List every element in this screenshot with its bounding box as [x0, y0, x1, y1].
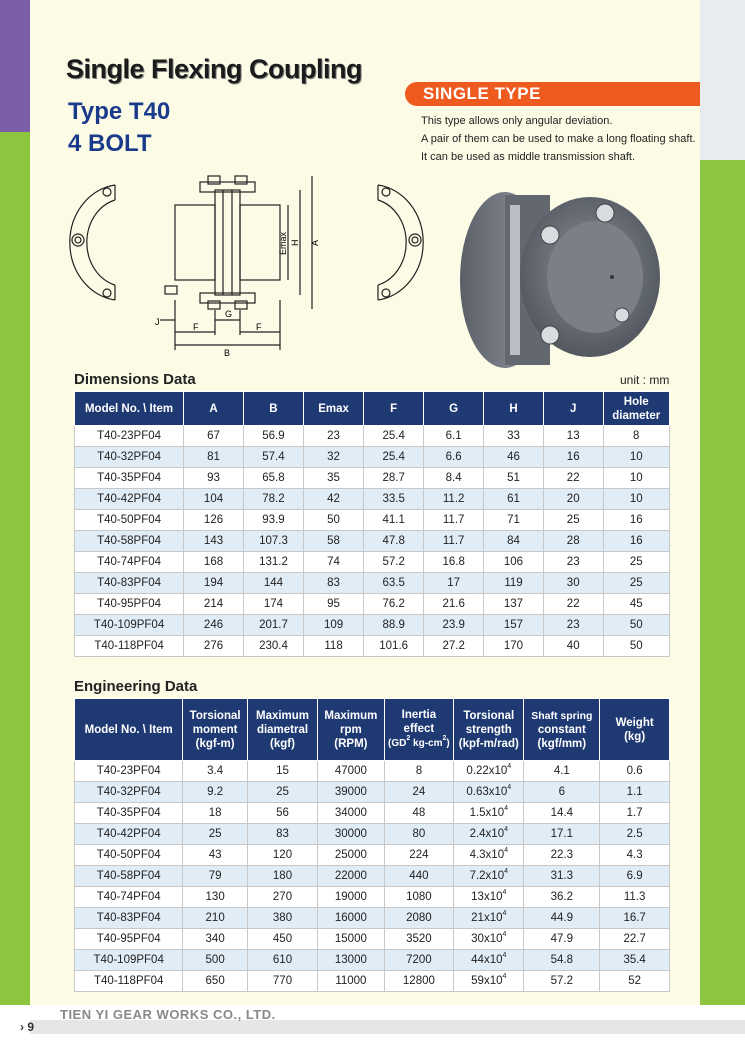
table-cell: 43	[183, 845, 247, 866]
table-cell: 1080	[384, 887, 454, 908]
table-cell: 47.8	[364, 531, 424, 552]
table-cell: 104	[184, 489, 244, 510]
table-cell: 13000	[318, 950, 384, 971]
table-cell: 137	[484, 594, 544, 615]
dim-header-model: Model No. \ Item	[75, 392, 184, 426]
table-cell: 22	[543, 594, 603, 615]
table-cell: 11.7	[424, 531, 484, 552]
table-cell: 168	[184, 552, 244, 573]
table-cell: 11.7	[424, 510, 484, 531]
table-cell: 65.8	[243, 468, 303, 489]
table-cell: 54.8	[524, 950, 600, 971]
table-cell: 11000	[318, 971, 384, 992]
table-cell: 35.4	[600, 950, 670, 971]
table-cell-torsional-strength: $21x10^4$	[454, 908, 524, 929]
description-line-1: This type allows only angular deviation.	[421, 115, 613, 127]
table-cell: 25	[603, 552, 670, 573]
table-cell: 83	[304, 573, 364, 594]
bolt-label: 4 BOLT	[68, 130, 152, 157]
description-line-2: A pair of them can be used to make a long floating shaft.	[421, 133, 696, 145]
dimensions-title: Dimensions Data	[74, 371, 196, 388]
table-cell: 28	[543, 531, 603, 552]
table-cell-torsional-strength: $13x10^4$	[454, 887, 524, 908]
coupling-photo	[450, 185, 665, 375]
table-cell: 119	[484, 573, 544, 594]
table-cell: 78.2	[243, 489, 303, 510]
table-cell: 16	[603, 531, 670, 552]
table-cell: 101.6	[364, 636, 424, 657]
table-cell: T40-109PF04	[75, 615, 184, 636]
dim-header-f: F	[364, 392, 424, 426]
table-cell-torsional-strength: $4.3x10^4$	[454, 845, 524, 866]
page-number: › 9	[20, 1020, 35, 1034]
table-cell: 126	[184, 510, 244, 531]
table-cell: 157	[484, 615, 544, 636]
table-cell: 610	[247, 950, 317, 971]
table-row	[75, 803, 670, 824]
table-cell: 71	[484, 510, 544, 531]
table-cell: 380	[247, 908, 317, 929]
table-cell-torsional-strength: $2.4x10^4$	[454, 824, 524, 845]
table-row	[75, 426, 670, 447]
table-cell: 340	[183, 929, 247, 950]
table-cell: 40	[543, 636, 603, 657]
table-row	[75, 866, 670, 887]
table-cell: 10	[603, 447, 670, 468]
table-cell: 44.9	[524, 908, 600, 929]
table-cell: 57.2	[364, 552, 424, 573]
table-cell: 770	[247, 971, 317, 992]
table-cell: 42	[304, 489, 364, 510]
engineering-header-row	[75, 699, 670, 761]
table-cell: 130	[183, 887, 247, 908]
table-cell: 144	[243, 573, 303, 594]
table-cell: T40-23PF04	[75, 426, 184, 447]
table-row	[75, 510, 670, 531]
dim-header-h: H	[484, 392, 544, 426]
table-cell: 81	[184, 447, 244, 468]
table-cell: 32	[304, 447, 364, 468]
table-cell: 16.8	[424, 552, 484, 573]
table-cell: 22000	[318, 866, 384, 887]
dim-label-f-left: F	[193, 322, 199, 332]
table-cell: 23	[543, 615, 603, 636]
table-cell: 440	[384, 866, 454, 887]
table-row	[75, 929, 670, 950]
table-cell: 20	[543, 489, 603, 510]
table-cell: 2080	[384, 908, 454, 929]
table-cell: 10	[603, 468, 670, 489]
table-cell: 8.4	[424, 468, 484, 489]
table-cell: 25	[543, 510, 603, 531]
table-cell: 16.7	[600, 908, 670, 929]
table-cell: 50	[304, 510, 364, 531]
table-cell: 39000	[318, 782, 384, 803]
table-cell: 107.3	[243, 531, 303, 552]
table-cell: 25	[603, 573, 670, 594]
dim-label-h: H	[290, 239, 300, 246]
table-cell: 246	[184, 615, 244, 636]
table-cell: 74	[304, 552, 364, 573]
table-cell: 214	[184, 594, 244, 615]
table-row	[75, 531, 670, 552]
table-cell: 210	[183, 908, 247, 929]
table-cell: 80	[384, 824, 454, 845]
table-cell: 50	[603, 636, 670, 657]
table-cell: 8	[384, 761, 454, 782]
table-cell: 15000	[318, 929, 384, 950]
eng-header-torsional-moment: Torsional moment (kgf-m)	[183, 699, 247, 761]
table-row	[75, 594, 670, 615]
table-row	[75, 761, 670, 782]
table-cell: 17.1	[524, 824, 600, 845]
eng-header-model: Model No. \ Item	[75, 699, 183, 761]
type-label: Type T40	[68, 98, 171, 125]
dim-label-a: A	[310, 239, 320, 246]
table-row	[75, 615, 670, 636]
table-cell: 109	[304, 615, 364, 636]
table-cell: 17	[424, 573, 484, 594]
table-cell: 650	[183, 971, 247, 992]
table-cell: 52	[600, 971, 670, 992]
table-cell: 10	[603, 489, 670, 510]
table-cell: 120	[247, 845, 317, 866]
table-row	[75, 636, 670, 657]
table-cell: 22	[543, 468, 603, 489]
table-cell: 36.2	[524, 887, 600, 908]
table-cell: 79	[183, 866, 247, 887]
table-cell-torsional-strength: $7.2x10^4$	[454, 866, 524, 887]
table-cell: 7200	[384, 950, 454, 971]
table-cell: 8	[603, 426, 670, 447]
dim-header-hole-diameter: Hole diameter	[603, 392, 670, 426]
table-cell: 0.6	[600, 761, 670, 782]
table-cell: 21.6	[424, 594, 484, 615]
table-cell: 76.2	[364, 594, 424, 615]
table-cell: T40-118PF04	[75, 636, 184, 657]
dim-label-f-right: F	[256, 322, 262, 332]
table-cell: 230.4	[243, 636, 303, 657]
dimensions-table	[74, 391, 670, 657]
table-cell: 23.9	[424, 615, 484, 636]
table-cell: T40-95PF04	[75, 929, 183, 950]
table-row	[75, 573, 670, 594]
table-cell: 57.2	[524, 971, 600, 992]
eng-header-maximum-diametral: Maximum diametral (kgf)	[247, 699, 317, 761]
table-cell: 23	[304, 426, 364, 447]
eng-header-maximum-rpm: Maximum rpm (RPM)	[318, 699, 384, 761]
table-cell: 6.1	[424, 426, 484, 447]
table-cell: T40-42PF04	[75, 489, 184, 510]
table-row	[75, 552, 670, 573]
table-cell: 131.2	[243, 552, 303, 573]
table-cell: 48	[384, 803, 454, 824]
table-cell: T40-95PF04	[75, 594, 184, 615]
table-row	[75, 489, 670, 510]
eng-header-inertia-effect: Inertia effect ($GD^2$ $kg-cm^2$)	[384, 699, 454, 761]
table-cell-torsional-strength: $0.63x10^4$	[454, 782, 524, 803]
single-type-badge: SINGLE TYPE	[405, 82, 700, 106]
table-cell: 33	[484, 426, 544, 447]
table-cell: 41.1	[364, 510, 424, 531]
right-green-band	[700, 160, 745, 1054]
table-cell: T40-109PF04	[75, 950, 183, 971]
table-cell: 25	[247, 782, 317, 803]
table-cell: 84	[484, 531, 544, 552]
table-cell-torsional-strength: $30x10^4$	[454, 929, 524, 950]
table-cell: 174	[243, 594, 303, 615]
table-cell: 4.1	[524, 761, 600, 782]
table-cell: 6.9	[600, 866, 670, 887]
table-cell: 224	[384, 845, 454, 866]
table-cell: 9.2	[183, 782, 247, 803]
table-cell: 95	[304, 594, 364, 615]
table-cell: 3520	[384, 929, 454, 950]
dim-label-g: G	[225, 309, 233, 319]
technical-drawing	[60, 170, 430, 360]
company-name: TIEN YI GEAR WORKS CO., LTD.	[60, 1007, 276, 1022]
table-cell: 93	[184, 468, 244, 489]
table-cell-torsional-strength: $0.22x10^4$	[454, 761, 524, 782]
description-line-3: It can be used as middle transmission shaft.	[421, 151, 635, 163]
table-cell: 30000	[318, 824, 384, 845]
table-cell: 16	[543, 447, 603, 468]
table-cell: 47.9	[524, 929, 600, 950]
table-cell: 6.6	[424, 447, 484, 468]
table-row	[75, 845, 670, 866]
table-cell: 14.4	[524, 803, 600, 824]
table-cell: 170	[484, 636, 544, 657]
dim-header-a: A	[184, 392, 244, 426]
table-cell: 18	[183, 803, 247, 824]
table-cell: 13	[543, 426, 603, 447]
table-cell: 24	[384, 782, 454, 803]
table-cell: 88.9	[364, 615, 424, 636]
table-cell: 83	[247, 824, 317, 845]
table-cell: T40-118PF04	[75, 971, 183, 992]
table-cell: 3.4	[183, 761, 247, 782]
table-cell: 6	[524, 782, 600, 803]
table-cell: 34000	[318, 803, 384, 824]
table-cell: T40-58PF04	[75, 866, 183, 887]
table-cell: 22.7	[600, 929, 670, 950]
table-cell: 61	[484, 489, 544, 510]
table-cell: 194	[184, 573, 244, 594]
table-cell: T40-74PF04	[75, 887, 183, 908]
table-cell: T40-50PF04	[75, 845, 183, 866]
table-cell: 25000	[318, 845, 384, 866]
table-cell: T40-32PF04	[75, 447, 184, 468]
table-cell: T40-42PF04	[75, 824, 183, 845]
dim-label-j: J	[155, 317, 160, 327]
table-cell: 1.1	[600, 782, 670, 803]
table-cell-torsional-strength: $59x10^4$	[454, 971, 524, 992]
table-cell: 201.7	[243, 615, 303, 636]
dim-header-j: J	[543, 392, 603, 426]
table-cell: 2.5	[600, 824, 670, 845]
table-cell: 106	[484, 552, 544, 573]
table-cell: T40-35PF04	[75, 803, 183, 824]
table-row	[75, 950, 670, 971]
right-gray-band	[700, 0, 745, 160]
table-cell: 450	[247, 929, 317, 950]
dim-label-b: B	[224, 348, 231, 358]
dim-header-b: B	[243, 392, 303, 426]
table-cell: T40-50PF04	[75, 510, 184, 531]
table-cell: 15	[247, 761, 317, 782]
table-row	[75, 468, 670, 489]
unit-label: unit : mm	[620, 373, 670, 387]
table-cell: 276	[184, 636, 244, 657]
table-cell: 16000	[318, 908, 384, 929]
table-cell: T40-32PF04	[75, 782, 183, 803]
table-cell: 1.7	[600, 803, 670, 824]
left-green-band	[0, 132, 30, 1054]
table-cell: 118	[304, 636, 364, 657]
table-cell: T40-35PF04	[75, 468, 184, 489]
table-cell: 270	[247, 887, 317, 908]
table-cell: 58	[304, 531, 364, 552]
table-cell: 23	[543, 552, 603, 573]
table-cell: 56	[247, 803, 317, 824]
dimensions-header-row	[75, 392, 670, 426]
footer-bar	[30, 1020, 745, 1034]
table-row	[75, 971, 670, 992]
table-row	[75, 908, 670, 929]
table-cell: 22.3	[524, 845, 600, 866]
table-cell: 25.4	[364, 426, 424, 447]
table-cell: T40-83PF04	[75, 908, 183, 929]
table-cell: 56.9	[243, 426, 303, 447]
table-cell: 12800	[384, 971, 454, 992]
table-cell: T40-74PF04	[75, 552, 184, 573]
table-row	[75, 824, 670, 845]
left-purple-band	[0, 0, 30, 132]
table-cell: 46	[484, 447, 544, 468]
dim-header-g: G	[424, 392, 484, 426]
table-cell: 25	[183, 824, 247, 845]
table-cell: 500	[183, 950, 247, 971]
table-cell: 50	[603, 615, 670, 636]
engineering-title: Engineering Data	[74, 678, 198, 695]
dim-header-emax: Emax	[304, 392, 364, 426]
dim-label-emax: Emax	[278, 231, 288, 255]
table-cell: 47000	[318, 761, 384, 782]
table-row	[75, 887, 670, 908]
table-cell: 180	[247, 866, 317, 887]
table-cell: 67	[184, 426, 244, 447]
table-cell: 27.2	[424, 636, 484, 657]
table-cell: 143	[184, 531, 244, 552]
table-cell: 16	[603, 510, 670, 531]
table-cell-torsional-strength: $1.5x10^4$	[454, 803, 524, 824]
eng-header-weight: Weight (kg)	[600, 699, 670, 761]
table-row	[75, 447, 670, 468]
table-cell: T40-83PF04	[75, 573, 184, 594]
table-cell: 63.5	[364, 573, 424, 594]
table-cell: 45	[603, 594, 670, 615]
eng-header-torsional-strength: Torsional strength (kpf-m/rad)	[454, 699, 524, 761]
table-cell: 93.9	[243, 510, 303, 531]
table-cell: 30	[543, 573, 603, 594]
table-cell: 57.4	[243, 447, 303, 468]
table-cell: T40-58PF04	[75, 531, 184, 552]
table-cell-torsional-strength: $44x10^4$	[454, 950, 524, 971]
table-cell: 35	[304, 468, 364, 489]
table-cell: 11.3	[600, 887, 670, 908]
table-cell: T40-23PF04	[75, 761, 183, 782]
table-cell: 28.7	[364, 468, 424, 489]
table-cell: 19000	[318, 887, 384, 908]
engineering-table	[74, 698, 670, 992]
table-cell: 33.5	[364, 489, 424, 510]
table-cell: 25.4	[364, 447, 424, 468]
table-cell: 11.2	[424, 489, 484, 510]
table-cell: 31.3	[524, 866, 600, 887]
table-cell: 51	[484, 468, 544, 489]
table-cell: 4.3	[600, 845, 670, 866]
page-title: Single Flexing Coupling	[66, 54, 362, 84]
eng-header-shaft-spring-constant: Shaft spring constant (kgf/mm)	[524, 699, 600, 761]
table-row	[75, 782, 670, 803]
